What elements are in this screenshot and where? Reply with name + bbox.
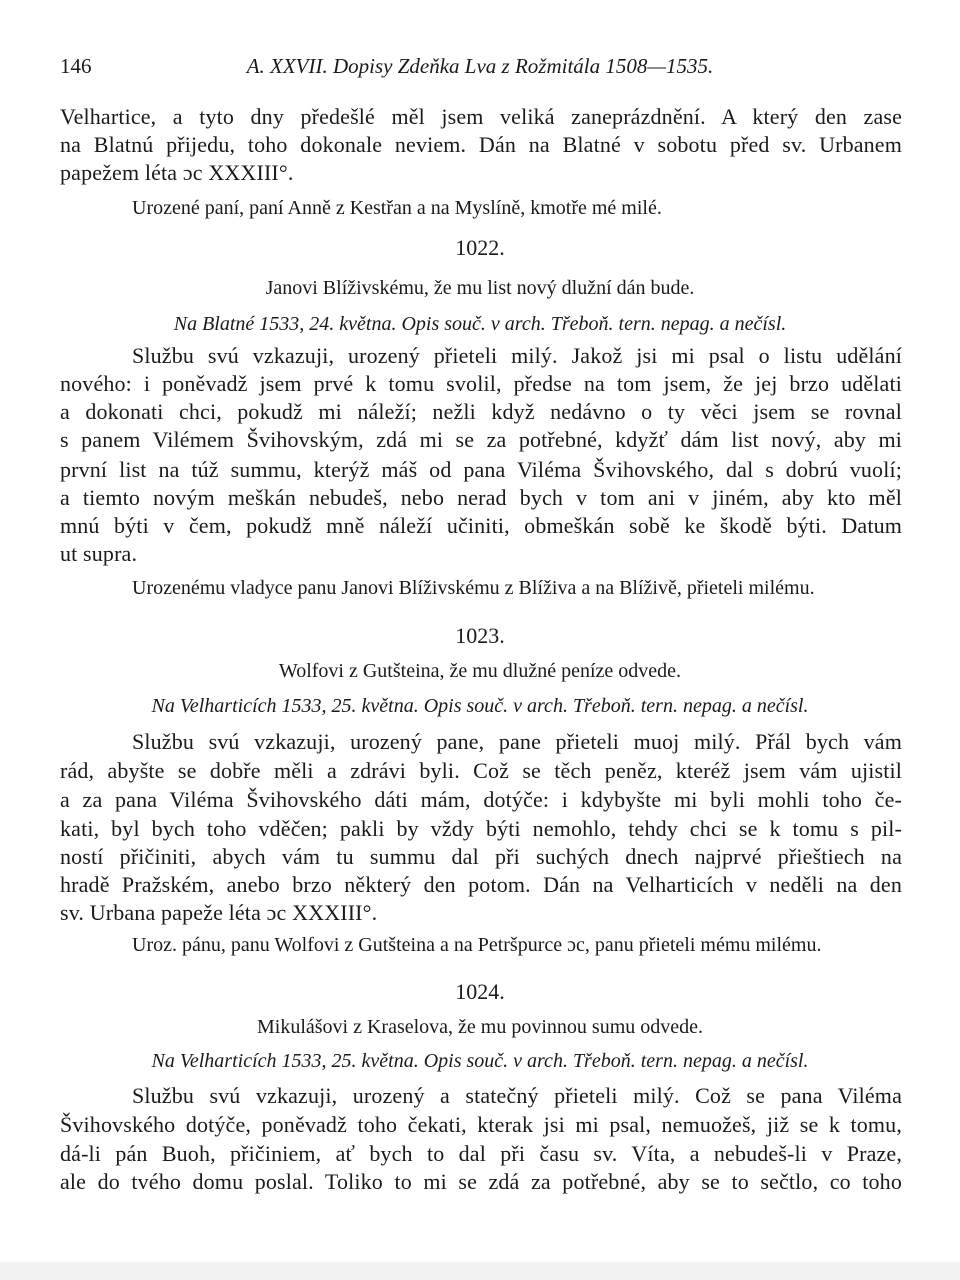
letter-address: Urozenému vladyce panu Janovi Blíživskému z Blíživa a na Blíživě, přieteli milému. bbox=[132, 577, 815, 599]
body-line: na Blatnú přijedu, toho dokonale neviem. Dán na Blatné v sobotu před sv. Urbanem bbox=[60, 132, 902, 157]
letter-source: Na Blatné 1533, 24. května. Opis souč. v arch. Třeboň. tern. nepag. a nečísl. bbox=[173, 313, 787, 335]
body-line: Velhartice, a tyto dny předešlé měl jsem veliká zaneprázdnění. A který den zase bbox=[60, 104, 902, 129]
letter-summary: Mikulášovi z Kraselova, že mu povinnou sumu odvede. bbox=[256, 1016, 704, 1038]
letter-summary: Janovi Blíživskému, že mu list nový dlužní dán bude. bbox=[265, 277, 695, 299]
body-line: ut supra. bbox=[60, 541, 138, 566]
body-line: Službu svú vzkazuji, urozený přieteli milý. Jakož jsi mi psal o listu udělání bbox=[132, 343, 902, 368]
body-line: Službu svú vzkazuji, urozený a statečný přieteli milý. Což se pana Viléma bbox=[132, 1083, 902, 1108]
letter-number: 1023. bbox=[455, 623, 505, 648]
page-number: 146 bbox=[60, 54, 92, 78]
body-line: kati, byl bych toho vděčen; pakli by vždy býti nemohlo, tehdy chci se k tomu s pil- bbox=[60, 816, 902, 841]
body-line: ností přičiniti, abych vám tu summu dal při suchých dnech najprvé přieštiech na bbox=[60, 844, 902, 869]
letter-source: Na Velharticích 1533, 25. května. Opis souč. v arch. Třeboň. tern. nepag. a nečísl. bbox=[151, 695, 809, 717]
body-line: první list na túž summu, kterýž máš od pana Viléma Švihovského, dal s dobrú vuolí; bbox=[60, 457, 902, 482]
body-line: s panem Vilémem Švihovským, zdá mi se za potřebné, kdyžť dám list nový, aby mi bbox=[60, 427, 902, 452]
body-line: sv. Urbana papeže léta ɔc XXXIII°. bbox=[60, 900, 378, 925]
body-line: a za pana Viléma Švihovského dáti mám, dotýče: i kdybyšte mi byli mohli toho če- bbox=[60, 787, 902, 812]
body-line: Švihovského dotýče, poněvadž toho čekati, kterak jsi mi psal, nemuožeš, již se k tomu, bbox=[60, 1112, 902, 1137]
letter-number: 1022. bbox=[455, 235, 505, 260]
body-line: dá-li pán Buoh, přičiniem, ať bych to dal při času sv. Víta, a nebudeš-li v Praze, bbox=[60, 1141, 902, 1166]
body-line: a tiemto novým meškán nebudeš, nebo nerad bych v tom ani v jiném, aby kto měl bbox=[60, 485, 902, 510]
letter-address: Urozené paní, paní Anně z Kestřan a na Myslíně, kmotře mé milé. bbox=[132, 197, 662, 219]
letter-number: 1024. bbox=[455, 979, 505, 1004]
letter-source: Na Velharticích 1533, 25. května. Opis souč. v arch. Třeboň. tern. nepag. a nečísl. bbox=[151, 1050, 809, 1072]
body-line: a dokonati chci, pokudž mi náleží; nežli když nedávno o ty věci jsem se rovnal bbox=[60, 399, 902, 424]
letter-summary: Wolfovi z Gutšteina, že mu dlužné peníze odvede. bbox=[278, 660, 682, 682]
body-line: hradě Pražském, anebo brzo některý den potom. Dán na Velharticích v neděli na den bbox=[60, 872, 902, 897]
body-line: nového: i poněvadž jsem prvé k tomu svolil, předse na tom jsem, že jej brzo udělati bbox=[60, 371, 902, 396]
body-line: ale do tvého domu poslal. Toliko to mi se zdá za potřebné, aby se to sečtlo, co toho bbox=[60, 1169, 902, 1194]
page-bottom-edge bbox=[0, 1262, 960, 1280]
running-title: A. XXVII. Dopisy Zdeňka Lva z Rožmitála 1508—1535. bbox=[246, 54, 714, 78]
body-line: Službu svú vzkazuji, urozený pane, pane přieteli muoj milý. Přál bych vám bbox=[132, 729, 902, 754]
body-line: mnú býti v čem, pokudž mně náleží učiniti, obmeškán sobě ke škodě býti. Datum bbox=[60, 513, 902, 538]
letter-address: Uroz. pánu, panu Wolfovi z Gutšteina a na Petršpurce ɔc, panu přieteli mému milému. bbox=[132, 934, 822, 956]
body-line: papežem léta ɔc XXXIII°. bbox=[60, 160, 294, 185]
body-line: rád, abyšte se dobře měli a zdrávi byli. Což se těch peněz, kteréž jsem vám ujistil bbox=[60, 758, 902, 783]
